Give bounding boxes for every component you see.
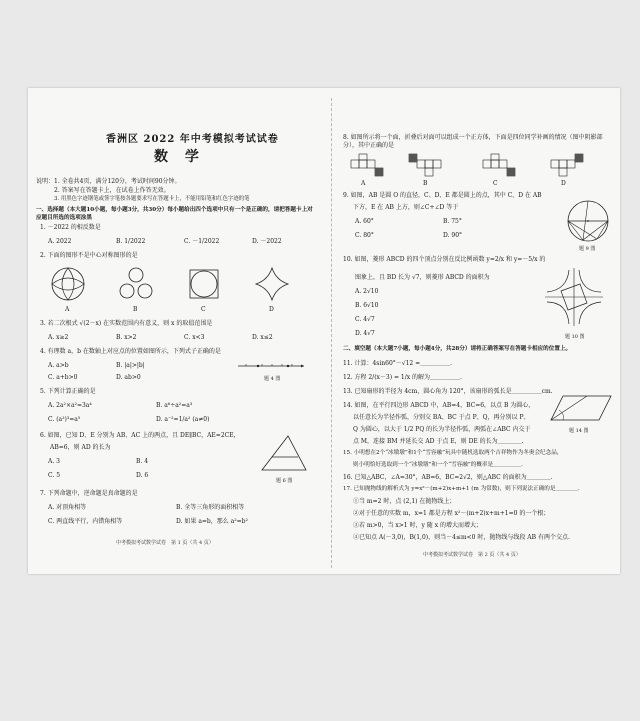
question-16: 16. 已知△ABC，∠A=30°，AB=6，BC=2√2，则△ABC 的面积为＿＿＿＿. (343, 474, 553, 481)
q4-option-d: D. ab>0 (116, 374, 141, 381)
q8-label-a: A (361, 180, 366, 187)
q5-option-c: C. (a²)³=a⁵ (48, 416, 81, 423)
q9-option-b: B. 75° (443, 218, 462, 225)
question-14: 14. 如图，在平行四边形 ABCD 中，AB=4，BC=6，以点 B 为圆心， (343, 402, 535, 409)
q14-figure-caption: 题 14 图 (569, 428, 589, 434)
question-15: 15. 小明想在2个“冰墩墩”和1个“雪容融”玩具中随机选取两个吉祥物作为冬奥会纪念品， (343, 450, 563, 456)
q10-hyperbola-figure (543, 266, 605, 328)
question-11: 11. 计算：4sin60°－√12 =＿＿＿＿＿. (343, 360, 453, 367)
question-10-cont: 图象上，且 BD 长为 √7，则菱形 ABCD 的面积为 (355, 274, 490, 281)
q1-option-a: A. 2022 (48, 238, 72, 245)
question-5: 5. 下列计算正确的是 (40, 388, 96, 395)
q17-statement-4: ④已知点 A(－3,0)，B(1,0)，则当－4≤m<0 时，抛物线与线段 AB 有两个交点. (353, 534, 570, 541)
question-9-cont: 下方，E 在 AB 上方，则∠C+∠D 等于 (353, 204, 459, 211)
q10-figure-caption: 题 10 图 (565, 334, 585, 340)
q2-figure-c (186, 266, 222, 302)
q9-figure-caption: 题 9 图 (579, 246, 596, 252)
q6-option-c: C. 5 (48, 472, 61, 479)
q7-option-b: B. 全等三角形的面积相等 (176, 504, 245, 511)
q8-label-c: C (493, 180, 498, 187)
question-15-cont: 则小明恰好选取到一个“冰墩墩”和一个“雪容融”的概率是＿＿＿＿＿. (353, 462, 523, 468)
question-17: 17. 已知抛物线的解析式为 y=x²－(m+2)x+m+1 (m 为常数)，则下列说法正确的是＿＿＿＿. (343, 486, 580, 492)
q3-option-c: C. x<3 (184, 334, 205, 341)
section-1-heading: 一、选择题（本大题10小题，每小题3分，共30分）每小题给出四个选项中只有一个是正确的，请把答题卡上对应题目所选的选项涂黑 (36, 207, 313, 221)
q2-figure-b (118, 266, 154, 302)
q9-circle-figure (565, 198, 611, 244)
q10-option-a: A. 2√10 (355, 288, 379, 295)
q7-option-d: D. 如果 a=b，那么 a²=b² (176, 518, 248, 525)
q2-label-a: A (65, 306, 70, 313)
question-10: 10. 如图，菱形 ABCD 的四个顶点分别在反比例函数 y=2/x 和 y=－5/x 的 (343, 256, 546, 263)
question-8: 8. 如图所示将一个面，折叠后对面可以组成一个正方体，下面是四位同学补画的情况（图中阴影部分），其中正确的是 (343, 134, 603, 150)
note-1: 说明：1. 全卷共4页，满分120分，考试时间90分钟。 (36, 178, 181, 185)
q6-figure-caption: 题 6 图 (276, 478, 293, 484)
q3-option-d: D. x≤2 (252, 334, 273, 341)
question-7: 7. 下列命题中，逆命题是真命题的是 (40, 490, 138, 497)
question-3: 3. 若二次根式 √(2－x) 在实数范围内有意义，则 x 的取值范围是 (40, 320, 213, 327)
q8-net-figures (351, 154, 611, 178)
question-6-cont: AB=6，则 AD 的长为 (50, 444, 111, 451)
q5-option-a: A. 2a²×a²=3a⁴ (48, 402, 92, 409)
q10-option-d: D. 4√7 (355, 330, 375, 337)
note-2: 2. 答案写在答题卡上，在试卷上作答无效。 (54, 187, 170, 194)
q2-label-b: B (133, 306, 138, 313)
question-6: 6. 如图，已知 D、E 分别为 AB、AC 上的两点，且 DE∥BC，AE=2CE， (40, 432, 240, 439)
exam-subject: 数 学 (154, 149, 205, 165)
q4-option-a: A. a>b (48, 362, 69, 369)
q10-option-c: C. 4√7 (355, 316, 375, 323)
question-2: 2. 下面的图形不是中心对称图形的是 (40, 252, 138, 259)
q5-option-b: B. a⁶÷a²=a³ (156, 402, 193, 409)
q8-label-b: B (423, 180, 428, 187)
q9-option-a: A. 60° (355, 218, 374, 225)
page-2-footer: 中考模拟考试数学试卷 第 2 页（共 4 页） (423, 552, 521, 558)
page-1-footer: 中考模拟考试数学试卷 第 1 页（共 4 页） (116, 540, 214, 546)
q6-option-b: B. 4 (136, 458, 149, 465)
q3-option-b: B. x>2 (116, 334, 137, 341)
q8-label-d: D (561, 180, 566, 187)
q2-figure-d (254, 266, 290, 302)
q4-option-c: C. a+b>0 (48, 374, 78, 381)
question-4: 4. 有理数 a，b 在数轴上对应点的位置如图所示，下列式子正确的是 (40, 348, 221, 355)
q6-triangle-figure (258, 434, 310, 474)
q6-option-d: D. 6 (136, 472, 149, 479)
q2-figure-a (50, 266, 86, 302)
q17-statement-1: ①当 m=2 时，点 (2,1) 在抛物线上； (353, 498, 456, 505)
exam-title: 香洲区 2022 年中考模拟考试试卷 (106, 134, 279, 145)
q1-option-c: C. －1/2022 (184, 238, 220, 245)
question-14-line3: Q 为圆心，以大于 1/2 PQ 的长为半径作弧，两弧在∠ABC 内交于 (353, 426, 531, 433)
question-14-line4: 点 M，连接 BM 并延长交 AD 于点 E，则 DE 的长为＿＿＿＿. (353, 438, 524, 445)
question-9: 9. 如图，AB 是圆 O 的直径，C、D、E 都是圆上的点，其中 C、D 在 AB (343, 192, 542, 199)
q3-option-a: A. x≥2 (48, 334, 69, 341)
q2-label-d: D (269, 306, 274, 313)
q6-option-a: A. 3 (48, 458, 60, 465)
q10-option-b: B. 6√10 (355, 302, 379, 309)
exam-sheet (28, 88, 620, 574)
q14-parallelogram-figure (549, 392, 613, 424)
question-14-line2: 以任意长为半径作弧，分别交 BA、BC 于点 P、Q，再分别以 P、 (353, 414, 530, 421)
q9-option-d: D. 90° (443, 232, 463, 239)
q17-statement-3: ③若 m>0，当 x>1 时，y 随 x 的增大而增大； (353, 522, 482, 529)
q4-option-b: B. |a|>|b| (116, 362, 145, 369)
q2-label-c: C (201, 306, 206, 313)
q4-figure-caption: 题 4 图 (264, 376, 281, 382)
question-13: 13. 已知扇形的半径为 4cm，圆心角为 120°，该扇形的弧长是＿＿＿＿＿cm. (343, 388, 553, 395)
question-1: 1. －2022 的相反数是 (40, 224, 101, 231)
question-12: 12. 方程 2/(x－3) = 1/x 的解为＿＿＿＿＿. (343, 374, 462, 381)
page-divider (331, 98, 332, 568)
q7-option-a: A. 对顶角相等 (48, 504, 87, 511)
q7-option-c: C. 两直线平行，内错角相等 (48, 518, 123, 525)
q4-number-line (236, 358, 308, 372)
q1-option-b: B. 1/2022 (116, 238, 146, 245)
section-2-heading: 二、填空题（本大题7小题，每小题4分，共28分）请将正确答案写在答题卡相应的位置上。 (343, 346, 572, 352)
q9-option-c: C. 80° (355, 232, 374, 239)
q17-statement-2: ②对于任意的实数 m，x=1 都是方程 x²－(m+2)x+m+1=0 的一个根； (353, 510, 550, 517)
note-3: 3. 用黑色字迹钢笔或签字笔按各题要求写在答题卡上，不能用铅笔和红色字迹的笔 (54, 196, 250, 202)
q1-option-d: D. －2022 (252, 238, 282, 245)
q5-option-d: D. a⁻²=1/a² (a≠0) (156, 416, 210, 423)
